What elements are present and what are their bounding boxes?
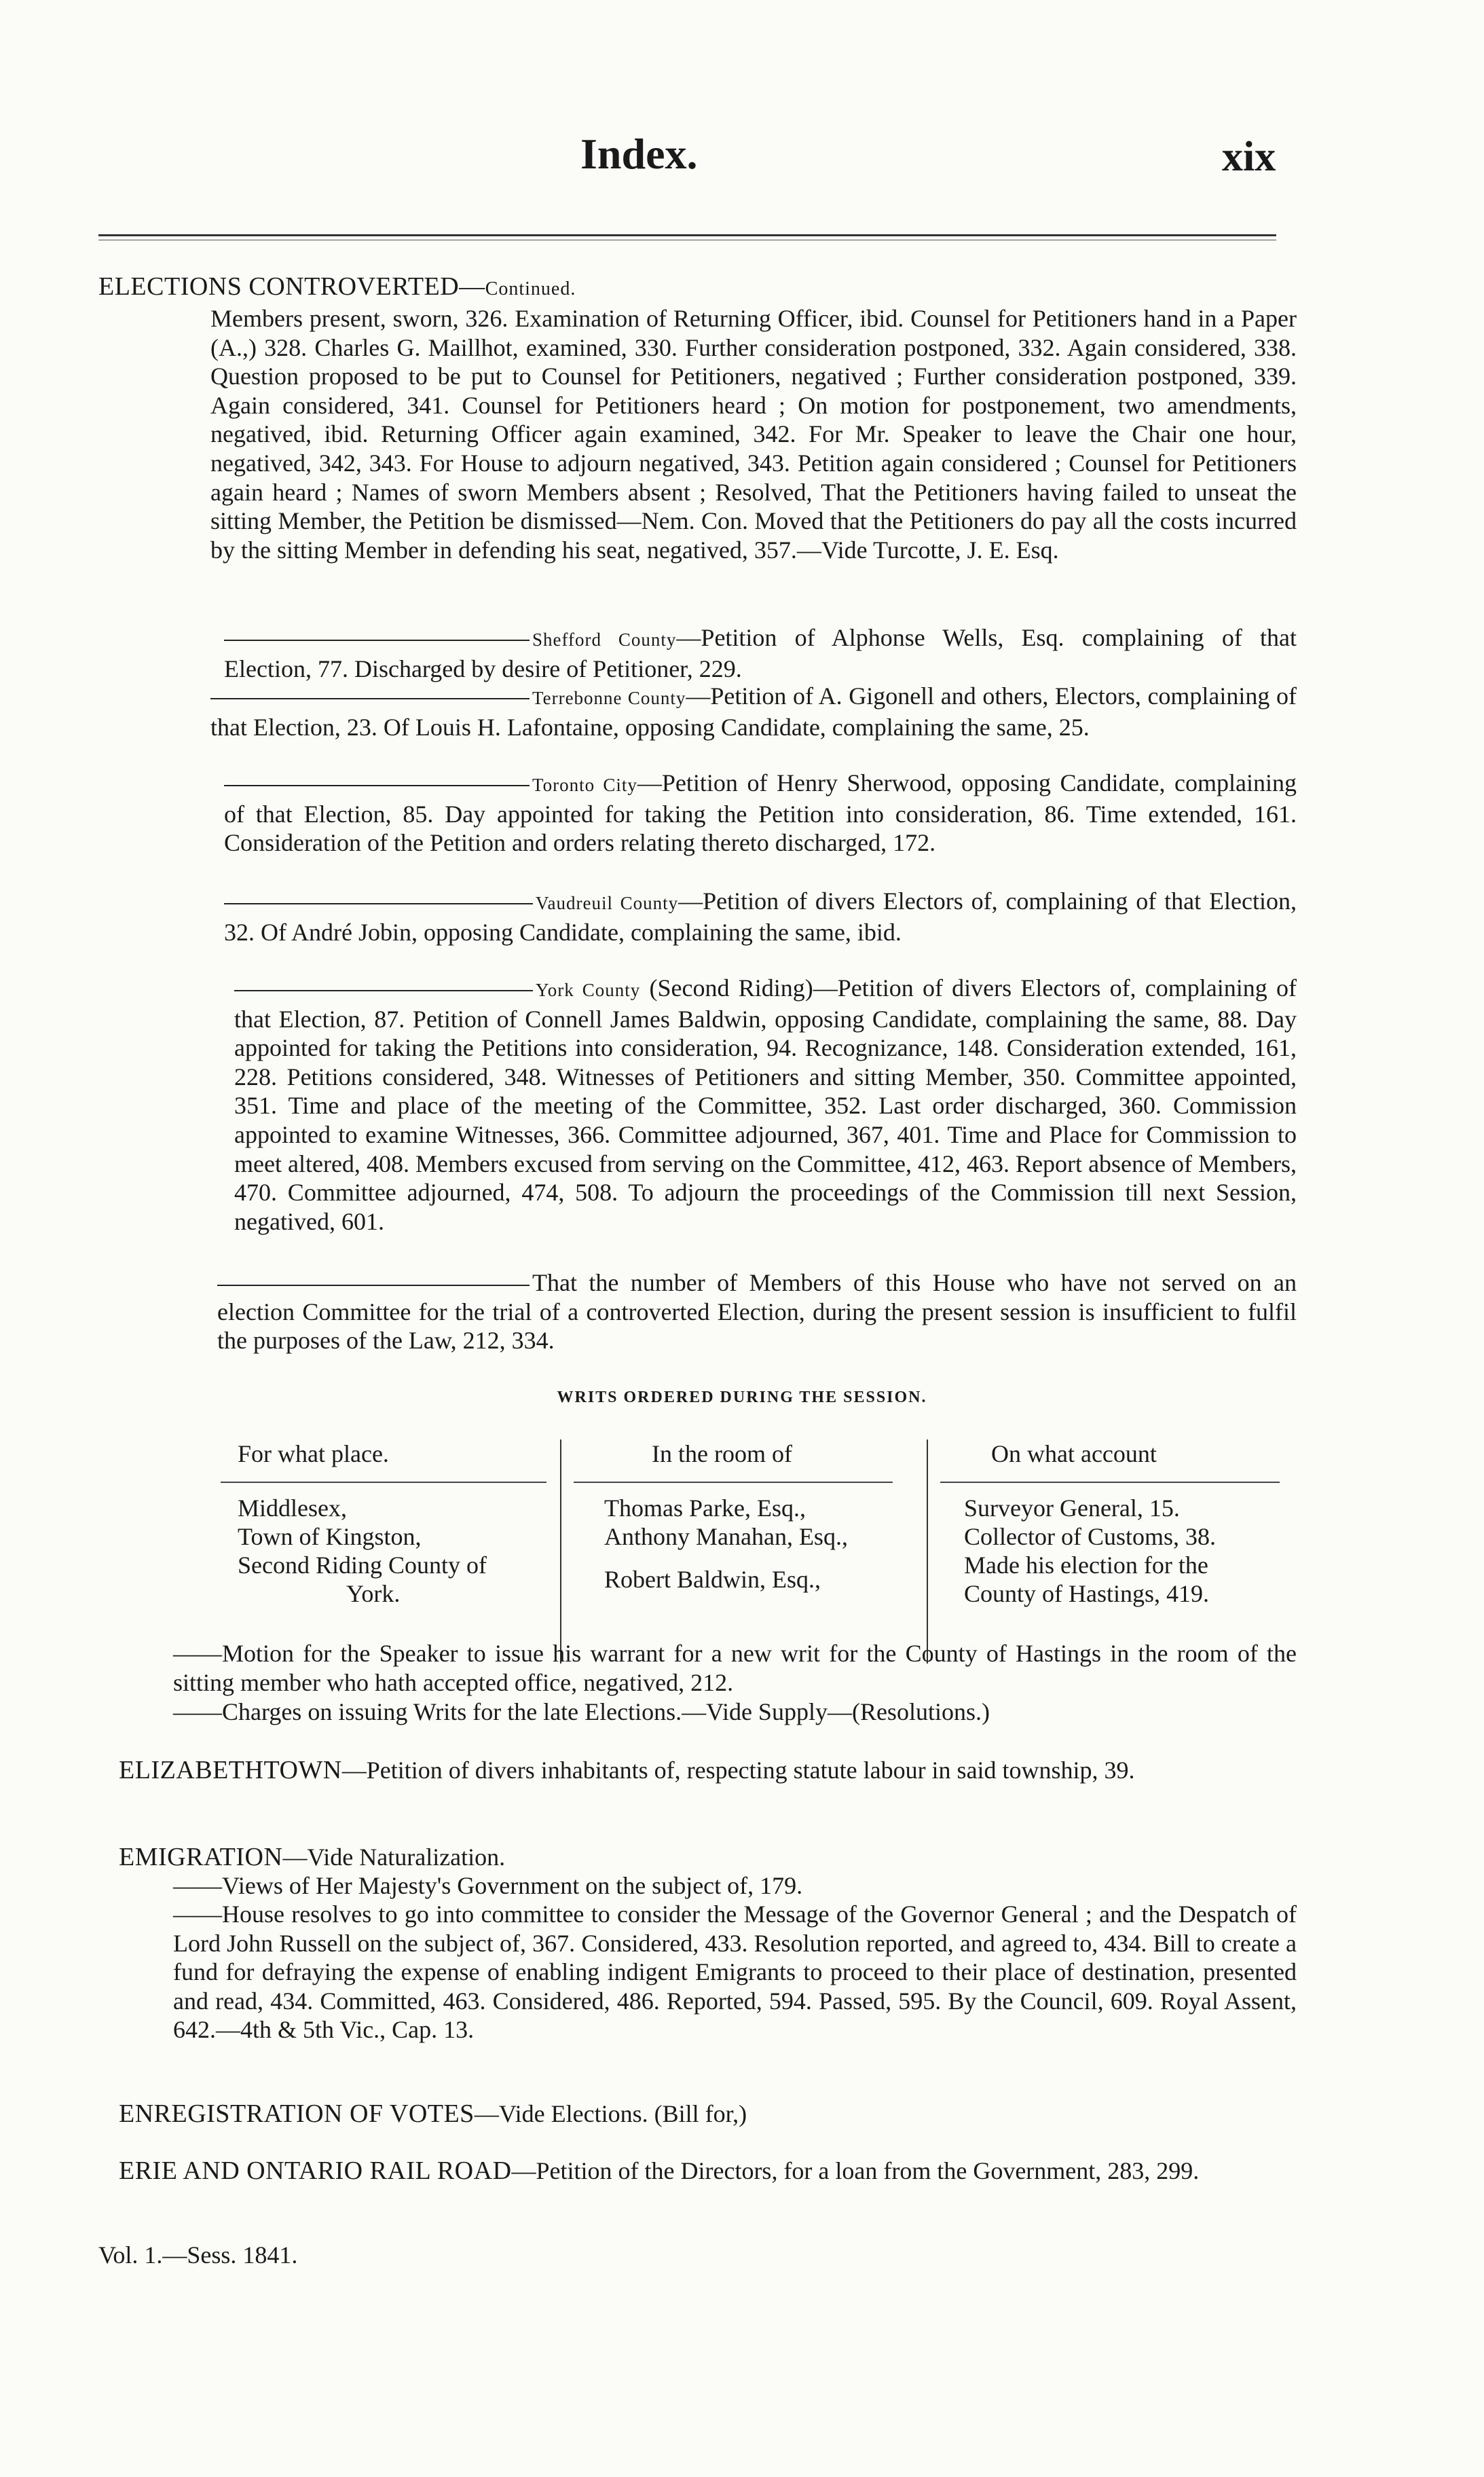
terrebonne-entry: Terrebonne County—Petition of A. Gigonell and others, Electors, complaining of that Election, 23. Of Louis H. Lafontaine, opposing Candidate, complaining the same, 25. [210, 682, 1297, 741]
vaudreuil-entry: Vaudreuil County—Petition of divers Electors of, complaining of that Election, 32. Of André Jobin, opposing Candidate, complaining the same, ibid. [224, 887, 1297, 946]
table-divider [927, 1439, 928, 1664]
elections-heading: ELECTIONS CONTROVERTED—Continued. [98, 272, 576, 301]
table-cell: Town of Kingston, [238, 1523, 422, 1550]
table-cell: Surveyor General, 15. [964, 1494, 1180, 1522]
page-title: Index. [580, 130, 698, 178]
elections-paragraph: Members present, sworn, 326. Examination of Returning Officer, ibid. Counsel for Petitioners hand in a Paper (A.,) 328. Charles G. Maillhot, examined, 330. Further consideration postponed, 332. Again considered, 338. Question proposed to be put to Counsel for Petitioners, negatived ; Further consideration postponed, 339. Again considered, 341. Counsel for Petitioners heard ; On motion for postponement, two amendments, negatived, ibid. Returning Officer again examined, 342. For Mr. Speaker to leave the Chair one hour, negatived, 342, 343. For House to adjourn negatived, 343. Petition again considered ; Counsel for Petitioners again heard ; Names of sworn Members absent ; Resolved, That the Petitioners having failed to unseat the sitting Member, the Petition be dismissed—Nem. Con. Moved that the Petitioners do pay all the costs incurred by the sitting Member in defending his seat, negatived, 357.—Vide Turcotte, J. E. Esq. [210, 305, 1297, 564]
table-cell: York. [346, 1580, 401, 1607]
table-cell: Made his election for the [964, 1552, 1208, 1579]
members-entry: That the number of Members of this House who have not served on an election Committee for the trial of a controverted Election, during the present session is insufficient to fulfil the purposes of the Law, 212, 334. [217, 1269, 1297, 1355]
emigration-line: ——House resolves to go into committee to consider the Message of the Governor General ; and the Despatch of Lord John Russell on the subject of, 367. Considered, 433. Resolution reported, and agreed to, 434. Bill to create a fund for defraying the expense of enabling indigent Emigrants to proceed to their place of destination, presented and read, 434. Committed, 463. Considered, 486. Reported, 594. Passed, 595. By the Council, 609. Royal Assent, 642.—4th & 5th Vic., Cap. 13. [173, 1901, 1297, 2044]
page-number: xix [1222, 134, 1276, 180]
column-header: For what place. [238, 1440, 389, 1467]
table-cell: Thomas Parke, Esq., [604, 1494, 806, 1522]
shefford-entry: Shefford County—Petition of Alphonse Wells, Esq. complaining of that Election, 77. Discharged by desire of Petitioner, 229. [224, 624, 1297, 682]
emigration-line: ——Views of Her Majesty's Government on the subject of, 179. [173, 1872, 803, 1899]
elizabethtown-entry: ELIZABETHTOWN—Petition of divers inhabitants of, respecting statute labour in said township, 39. [119, 1756, 1135, 1784]
table-cell: Second Riding County of [238, 1552, 487, 1579]
table-cell: County of Hastings, 419. [964, 1580, 1210, 1607]
york-entry: York County (Second Riding)—Petition of divers Electors of, complaining of that Election, 87. Petition of Connell James Baldwin, opposing Candidate, complaining the same, 88. Day appointed for taking the Petitions into consideration, 94. Recognizance, 148. Consideration extended, 161, 228. Petitions considered, 348. Witnesses of Petitioners and sitting Member, 350. Committee appointed, 351. Time and place of the meeting of the Committee, 352. Last order discharged, 360. Commission appointed to examine Witnesses, 366. Committee adjourned, 367, 401. Time and Place for Commission to meet altered, 408. Members excused from serving on the Committee, 412, 463. Report absence of Members, 470. Committee adjourned, 474, 508. To adjourn the proceedings of the Commission till next Session, negatived, 601. [234, 974, 1297, 1235]
toronto-entry: Toronto City—Petition of Henry Sherwood, opposing Candidate, complaining of that Election, 85. Day appointed for taking the Petition into consideration, 86. Time extended, 161. Consideration of the Petition and orders relating thereto discharged, 172. [224, 769, 1297, 857]
table-header-rule [221, 1482, 546, 1483]
motion-entry: ——Motion for the Speaker to issue his warrant for a new writ for the County of Hastings in the room of the sitting member who hath accepted office, negatived, 212. [173, 1640, 1297, 1696]
emigration-heading: EMIGRATION—Vide Naturalization. [119, 1843, 506, 1871]
column-header: In the room of [652, 1440, 792, 1467]
dash-rule [210, 698, 530, 699]
dash-rule [234, 990, 533, 991]
header-rule [98, 234, 1276, 236]
table-header-rule [940, 1482, 1280, 1483]
table-cell: Collector of Customs, 38. [964, 1523, 1216, 1550]
enregistration-entry: ENREGISTRATION OF VOTES—Vide Elections. (Bill for,) [119, 2099, 747, 2128]
table-header-rule [574, 1482, 893, 1483]
dash-rule [217, 1285, 530, 1286]
table-cell: Robert Baldwin, Esq., [604, 1566, 821, 1593]
column-header: On what account [991, 1440, 1157, 1467]
writs-title: WRITS ORDERED DURING THE SESSION. [557, 1389, 927, 1406]
volume-footer: Vol. 1.—Sess. 1841. [98, 2241, 298, 2269]
table-cell: Anthony Manahan, Esq., [604, 1523, 848, 1550]
charges-entry: ——Charges on issuing Writs for the late Elections.—Vide Supply—(Resolutions.) [173, 1698, 990, 1725]
table-cell: Middlesex, [238, 1494, 347, 1522]
dash-rule [224, 785, 530, 786]
dash-rule [224, 640, 530, 641]
dash-rule [224, 903, 533, 904]
table-divider [560, 1439, 561, 1664]
erie-entry: ERIE AND ONTARIO RAIL ROAD—Petition of the Directors, for a loan from the Government, 283, 299. [119, 2157, 1200, 2185]
